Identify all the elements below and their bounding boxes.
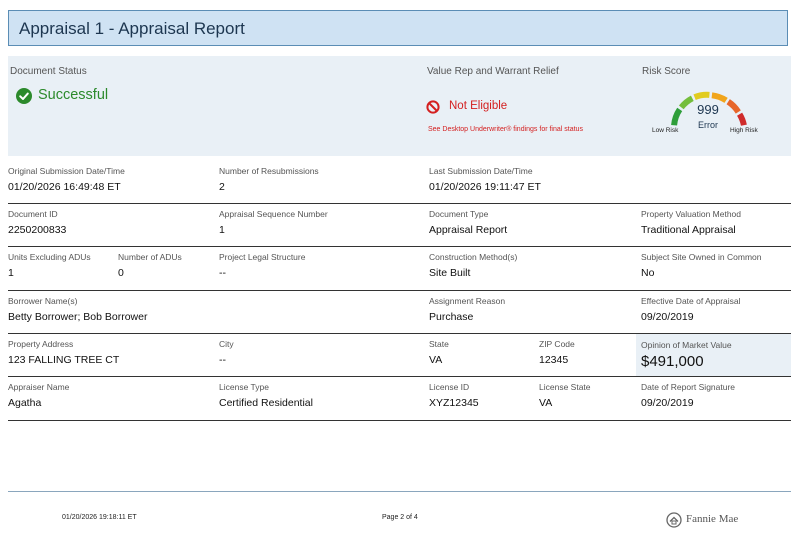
- gauge-segment-low: [674, 109, 680, 125]
- borrower-names-field: [8, 296, 147, 324]
- field-value: Certified Residential: [219, 397, 313, 409]
- gauge-segment-moderate-high: [712, 95, 726, 100]
- field-value: No: [641, 267, 655, 279]
- number-of-adus-field: [118, 252, 182, 280]
- document-status-value: Successful: [38, 87, 109, 103]
- row-divider: [8, 420, 791, 421]
- field-value: Betty Borrower; Bob Borrower: [8, 311, 148, 323]
- risk-score-status: Error: [698, 120, 718, 130]
- signature-date-field: [641, 382, 735, 410]
- field-label: License State: [539, 382, 591, 392]
- field-value: 123 FALLING TREE CT: [8, 354, 120, 366]
- construction-method-field: [429, 252, 517, 280]
- footer-divider: [8, 491, 791, 492]
- field-value: VA: [539, 397, 553, 409]
- property-address-field: [8, 339, 119, 367]
- field-value: 2: [219, 181, 225, 193]
- field-label: License ID: [429, 382, 470, 392]
- field-label: Document ID: [8, 209, 58, 219]
- field-value: VA: [429, 354, 443, 366]
- field-label: Units Excluding ADUs: [8, 252, 91, 262]
- field-label: Assignment Reason: [429, 296, 506, 306]
- market-value-label: Opinion of Market Value: [641, 340, 732, 350]
- document-status-label: Document Status: [10, 66, 87, 77]
- field-value: 01/20/2026 16:49:48 ET: [8, 181, 121, 193]
- original-submission-field: [8, 166, 125, 194]
- gauge-segment-very-high: [740, 114, 744, 125]
- field-value: Agatha: [8, 397, 42, 409]
- risk-score-label: Risk Score: [642, 66, 691, 77]
- field-value: 1: [8, 267, 14, 279]
- legal-structure-field: [219, 252, 305, 280]
- field-value: 0: [118, 267, 124, 279]
- field-value: 01/20/2026 19:11:47 ET: [429, 181, 541, 193]
- city-field: [219, 339, 234, 367]
- field-label: Appraisal Sequence Number: [219, 209, 328, 219]
- footer-print-date: 01/20/2026 19:18:11 ET: [62, 514, 137, 521]
- field-label: Subject Site Owned in Common: [641, 252, 762, 262]
- row-divider: [8, 290, 791, 291]
- zip-code-field: [539, 339, 575, 367]
- resubmissions-field: [219, 166, 319, 194]
- field-label: Last Submission Date/Time: [429, 166, 533, 176]
- last-submission-field: [429, 166, 541, 194]
- row-divider: [8, 376, 791, 377]
- site-owned-common-field: [641, 252, 761, 280]
- market-value: $491,000: [641, 353, 704, 370]
- field-label: License Type: [219, 382, 269, 392]
- field-label: State: [429, 339, 449, 349]
- prohibited-icon: [426, 100, 440, 114]
- field-value: 09/20/2019: [641, 311, 694, 323]
- valuation-method-field: [641, 209, 741, 237]
- field-label: Date of Report Signature: [641, 382, 736, 392]
- document-id-field: [8, 209, 66, 237]
- field-value: --: [219, 267, 226, 279]
- rep-warrant-label: Value Rep and Warrant Relief: [427, 66, 559, 77]
- field-label: Number of Resubmissions: [219, 166, 319, 176]
- field-label: Project Legal Structure: [219, 252, 306, 262]
- field-value: Purchase: [429, 311, 474, 323]
- units-excluding-adus-field: [8, 252, 91, 280]
- field-value: XYZ12345: [429, 397, 479, 409]
- field-label: Property Valuation Method: [641, 209, 742, 219]
- field-label: Construction Method(s): [429, 252, 518, 262]
- field-label: Appraiser Name: [8, 382, 70, 392]
- license-type-field: [219, 382, 313, 410]
- check-circle-icon: [16, 88, 32, 104]
- high-risk-label: High Risk: [730, 127, 758, 134]
- field-label: Original Submission Date/Time: [8, 166, 125, 176]
- field-value: Traditional Appraisal: [641, 224, 736, 236]
- brand-name: Fannie Mae: [686, 513, 739, 525]
- sequence-number-field: [219, 209, 328, 237]
- license-id-field: [429, 382, 479, 410]
- field-value: 09/20/2019: [641, 397, 694, 409]
- row-divider: [8, 203, 791, 204]
- document-type-field: [429, 209, 507, 237]
- rep-warrant-value: Not Eligible: [449, 100, 508, 112]
- low-risk-label: Low Risk: [652, 127, 679, 134]
- field-label: City: [219, 339, 234, 349]
- field-label: Document Type: [429, 209, 489, 219]
- field-label: Borrower Name(s): [8, 296, 78, 306]
- field-value: Appraisal Report: [429, 224, 508, 236]
- state-field: [429, 339, 449, 367]
- field-value: 2250200833: [8, 224, 67, 236]
- row-divider: [8, 246, 791, 247]
- du-findings-note: See Desktop Underwriter® findings for final status: [428, 126, 583, 133]
- assignment-reason-field: [429, 296, 505, 324]
- field-value: --: [219, 354, 226, 366]
- field-value: Site Built: [429, 267, 471, 279]
- field-value: 1: [219, 224, 225, 236]
- page-title: Appraisal 1 - Appraisal Report: [19, 19, 245, 38]
- gauge-segment-moderate: [695, 95, 710, 97]
- field-label: Effective Date of Appraisal: [641, 296, 741, 306]
- field-label: Property Address: [8, 339, 74, 349]
- report-title-bar: [8, 10, 788, 46]
- license-state-field: [539, 382, 591, 410]
- page-number: Page 2 of 4: [382, 514, 418, 521]
- field-label: ZIP Code: [539, 339, 575, 349]
- effective-date-field: [641, 296, 741, 324]
- risk-score-value: 999: [697, 102, 719, 117]
- field-label: Number of ADUs: [118, 252, 182, 262]
- fannie-mae-logo-icon: [666, 512, 682, 528]
- field-value: 12345: [539, 354, 569, 366]
- appraiser-name-field: [8, 382, 69, 410]
